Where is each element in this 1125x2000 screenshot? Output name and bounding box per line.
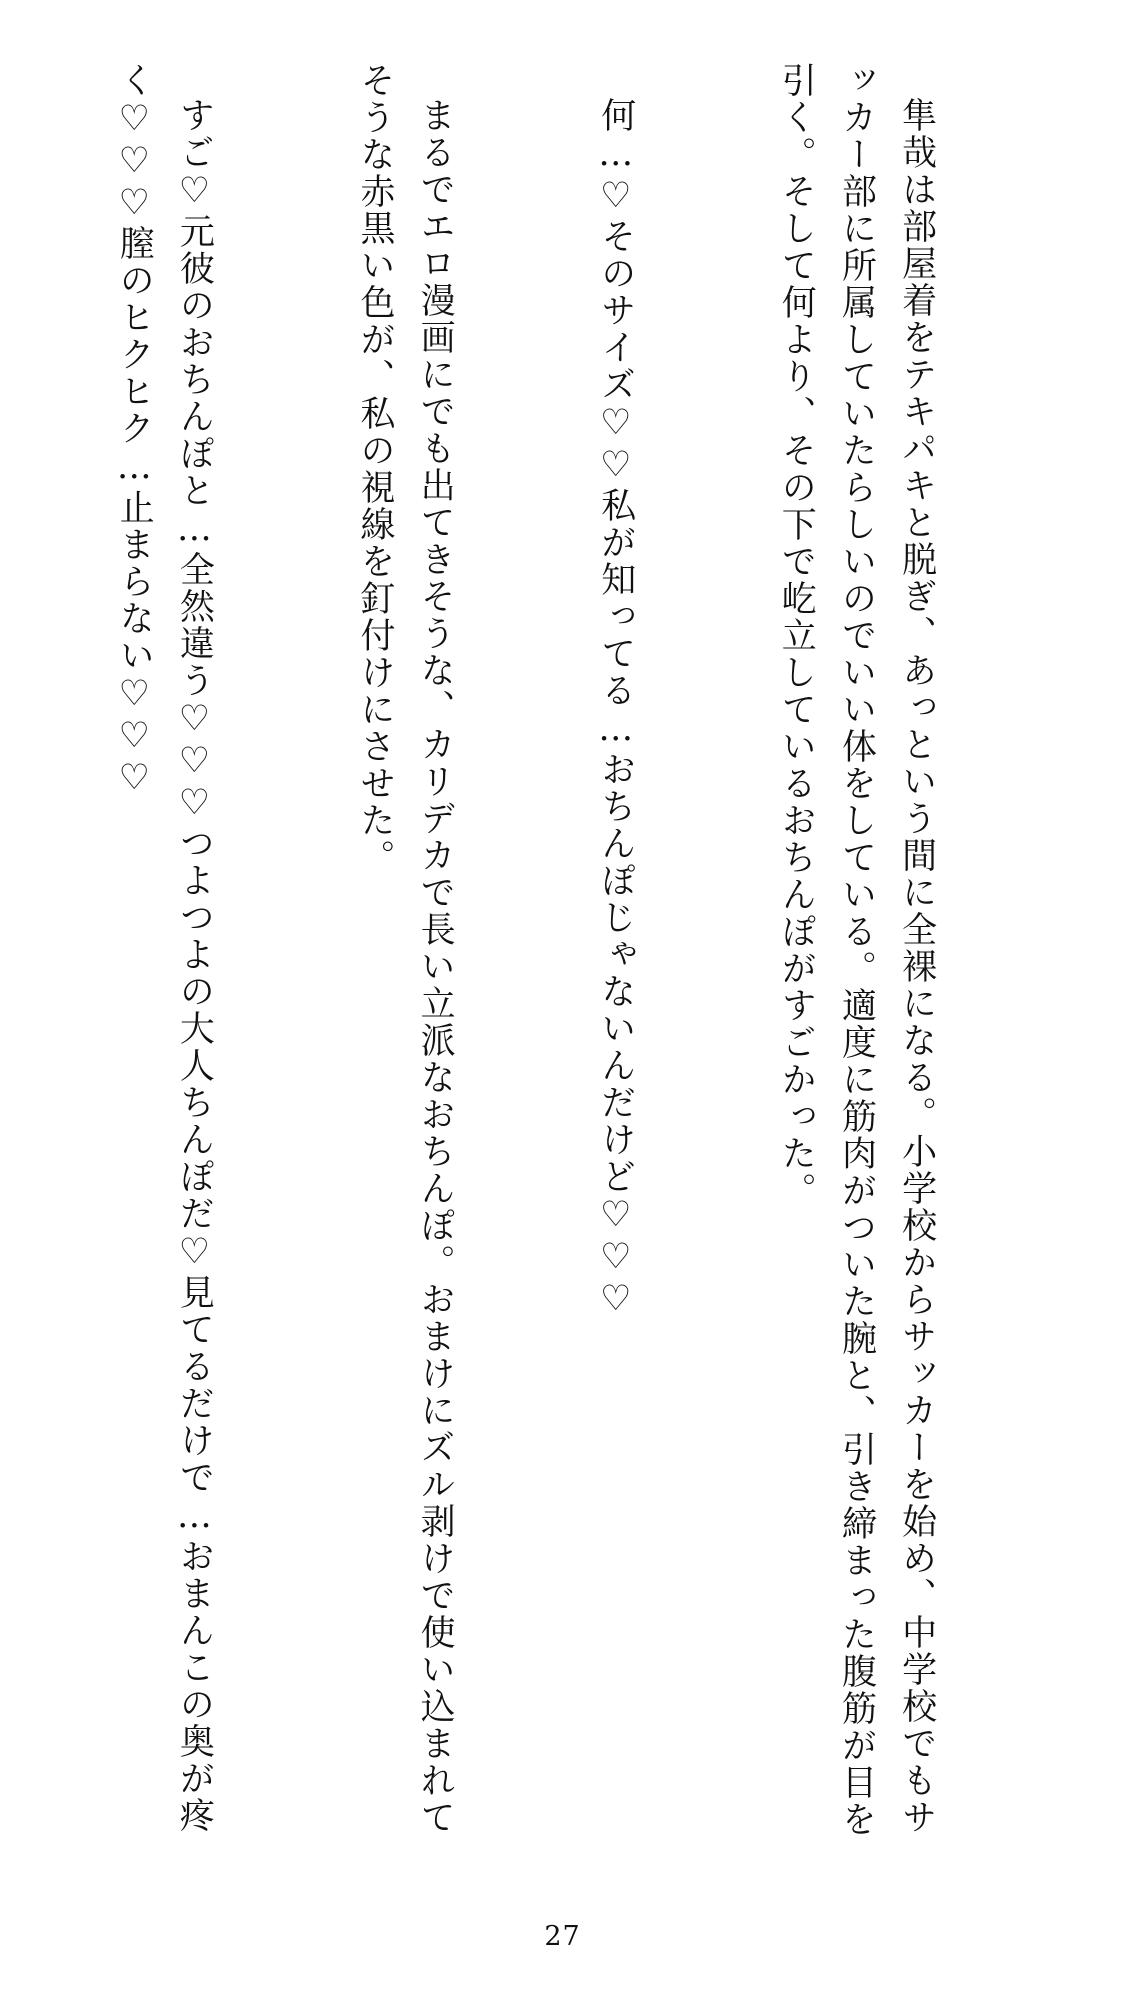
paragraph: 隼哉は部屋着をテキパキと脱ぎ、あっという間に全裸になる。小学校からサッカーを始め、中学校でもサッカー部に所属していたらしいのでいい体をしている。適度に筋肉がついた腕と、引き締まった腹筋が目を引く。そして何より、その下で屹立しているおちんぽがすごかった。 [776, 62, 937, 1838]
paragraph: まるでエロ漫画にでも出てきそうな、カリデカで長い立派なおちんぽ。おまけにズル剥けで使い込まれてそうな赤黒い色が、私の視線を釘付けにさせた。 [354, 62, 456, 1836]
paragraph: 何…♡そのサイズ♡♡私が知ってる…おちんぽじゃないんだけど♡♡♡ [595, 97, 636, 1321]
paragraph: すご♡元彼のおちんぽと…全然違う♡♡♡つよつよの大人ちんぽだ♡見てるだけで…おまんこの奥が疼く♡♡♡膣のヒクヒク…止まらない♡♡♡ [114, 62, 215, 1834]
page-number: 27 [544, 1921, 581, 1952]
page-body-text [48, 62, 1067, 1852]
